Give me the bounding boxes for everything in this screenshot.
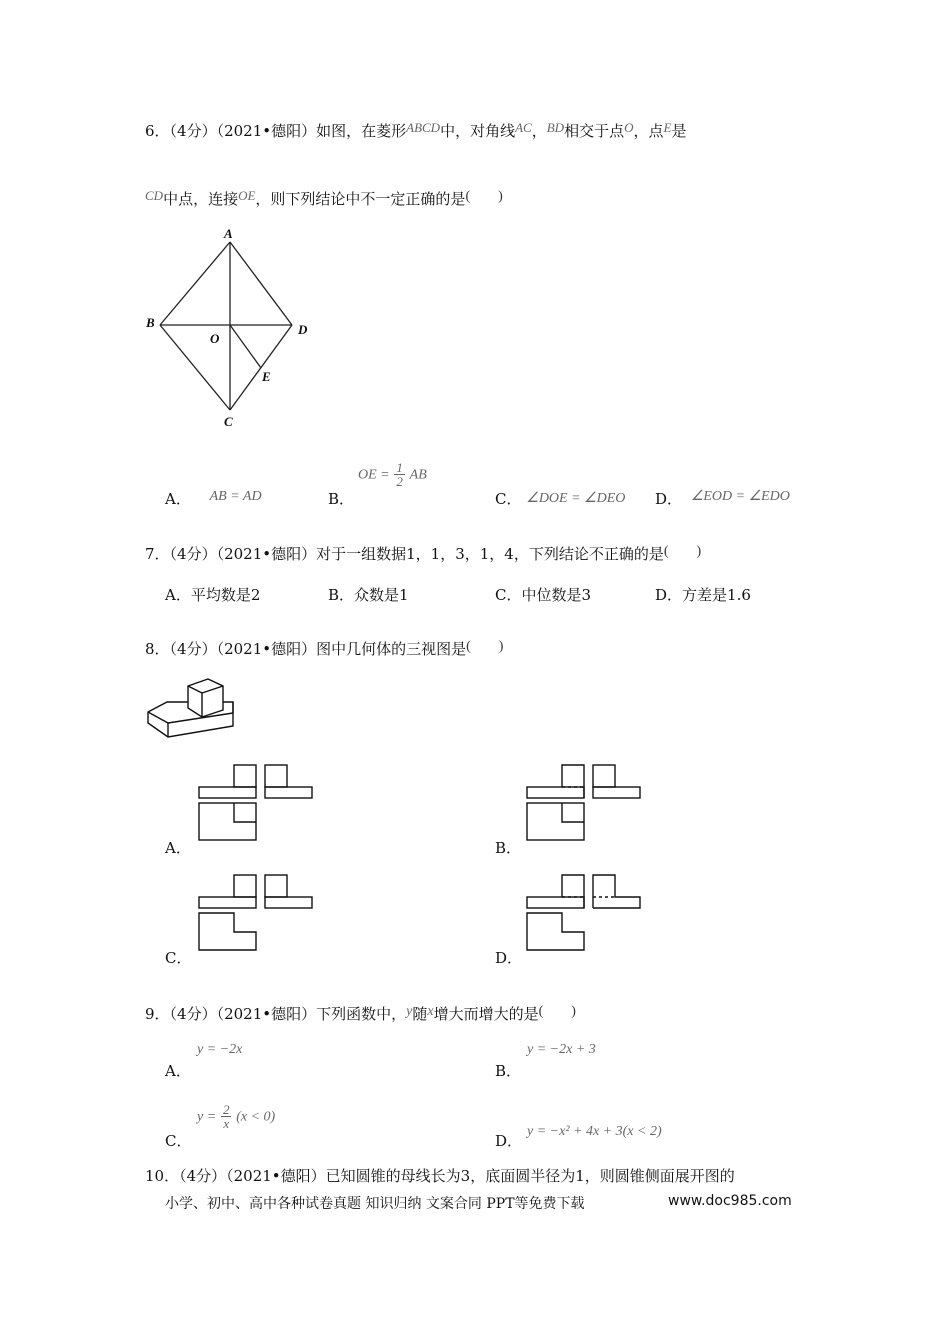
q6-comma: ， [531,122,547,140]
q6-option-b-lhs: OE = [358,467,390,483]
q6-rhombus-figure [140,222,320,432]
q9-stem-text-c: 增大而增大的是 [433,1005,539,1023]
q8-option-b[interactable] [495,837,521,858]
q8-option-b-letter: B． [495,839,522,857]
q6-math-o: O [624,120,634,135]
q9-option-c-frac-num: 2 [222,1102,230,1117]
q8-solid-figure [145,676,240,741]
q9-option-b[interactable] [495,1060,521,1081]
q6-option-b-frac-den: 2 [396,474,403,489]
q7-option-c-letter: C． [495,586,522,604]
q6-option-a-letter: A． [165,490,191,508]
q6-answer-paren: ( ) [465,189,503,204]
q6-label-c: C [224,414,233,429]
q6-stem-text: 6．（4分）（2021•德阳）如图，在菱形 [145,122,407,140]
q6-math-oe: OE [238,188,256,203]
q6-label-b: B [146,315,155,330]
q6-option-b-expr [358,461,427,488]
q7-option-a-letter: A． [165,586,191,604]
q6-label-e: E [262,369,271,384]
q9-option-b-letter: B． [495,1062,522,1080]
q6-label-d: D [298,322,308,337]
q9-stem-text-b: 随 [412,1005,428,1023]
q9-stem-text-a: 9．（4分）（2021•德阳）下列函数中， [145,1005,407,1023]
q7-option-d-letter: D． [655,586,683,604]
q6-math-ac: AC [515,120,532,135]
q6-side-bc [160,325,230,410]
q9-option-a-letter: A． [165,1062,191,1080]
q7-answer-paren: ( ) [663,544,702,559]
q8-option-a[interactable] [165,837,191,858]
q6-stem-text-b: 中，对角线 [440,122,516,140]
q6-option-b-fraction [394,461,405,488]
q6-option-b-rhs: AB [409,467,427,483]
q6-option-b[interactable] [328,488,354,509]
q7-option-c[interactable] [495,584,591,605]
q7-stem-text: 7．（4分）（2021•德阳）对于一组数据1，1，3，1，4，下列结论不正确的是 [145,545,664,563]
q6-option-d[interactable] [655,488,790,509]
q10-stem [145,1165,735,1186]
q6-math-cd: CD [145,188,164,203]
q6-math-e: E [663,120,672,135]
q7-stem [145,540,701,564]
q8-option-a-letter: A． [165,839,191,857]
q7-option-a[interactable] [165,584,260,605]
q6-stem-text-g: ，则下列结论中不一定正确的是 [255,190,466,208]
q6-label-a: A [224,226,233,241]
q9-answer-paren: ( ) [538,1004,576,1019]
footer-text: 小学、初中、高中各种试卷真题 知识归纳 文案合同 PPT等免费下载 [165,1196,585,1212]
q8-option-d-letter: D． [495,949,523,967]
q8-option-c[interactable] [165,947,191,968]
q9-option-c-expr [197,1103,275,1130]
q6-stem-text-c: 相交于点 [564,122,625,140]
q6-stem-line1 [145,120,686,141]
q6-option-c-letter: C． [495,490,522,508]
q6-option-b-frac-num: 1 [396,460,403,475]
q8-option-d-views [524,872,644,952]
q8-answer-paren: ( ) [466,639,504,654]
q8-option-a-views [196,762,316,842]
q9-option-d-letter: D． [495,1132,523,1150]
q6-segment-oe [230,325,261,368]
q6-option-a-expr: AB = AD [209,489,262,504]
q8-stem [145,635,503,659]
q7-option-b-letter: B． [328,586,355,604]
q8-option-d[interactable] [495,947,522,968]
q6-stem-text-e: 是 [671,122,687,140]
q9-option-b-expr: y = −2x + 3 [527,1042,596,1057]
q9-option-a-expr: y = −2x [197,1042,243,1057]
q7-option-a-text: 平均数是2 [190,586,261,604]
q9-math-y: y [406,1004,413,1019]
q9-option-c-letter: C． [165,1132,192,1150]
q9-option-c-fraction [221,1103,232,1130]
q7-option-d-text: 方差是1.6 [682,586,751,604]
q6-option-c[interactable] [495,488,625,509]
q9-option-c-rhs: (x < 0) [236,1109,276,1125]
q7-option-c-text: 中位数是3 [521,586,592,604]
q6-option-c-expr: ∠DOE = ∠DEO [526,491,626,506]
q9-option-d-expr: y = −x² + 4x + 3(x < 2) [527,1124,662,1139]
q8-stem-text: 8．（4分）（2021•德阳）图中几何体的三视图是 [145,640,467,658]
q6-option-a[interactable] [165,488,262,509]
q9-option-c[interactable] [165,1130,191,1151]
q6-option-d-expr: ∠EOD = ∠EDO [690,489,790,504]
q9-option-d[interactable] [495,1130,522,1151]
q9-math-x: x [427,1004,434,1019]
footer-url[interactable]: www.doc985.com [668,1193,792,1209]
q6-label-o: O [210,331,220,346]
q9-option-a[interactable] [165,1060,191,1081]
q6-option-d-letter: D． [655,490,683,508]
q8-option-c-letter: C． [165,949,192,967]
q6-math-bd: BD [546,120,565,135]
q6-math-abcd: ABCD [406,120,441,135]
q9-option-c-lhs: y = [197,1109,217,1125]
q6-side-ad [230,242,292,325]
q8-option-b-views [524,762,644,842]
q7-option-b-text: 众数是1 [354,586,409,604]
q6-stem-text-f: 中点，连接 [163,190,239,208]
q9-option-c-frac-den: x [223,1116,230,1131]
q7-option-d[interactable] [655,584,751,605]
q8-option-c-views [196,872,316,952]
q7-option-b[interactable] [328,584,409,605]
q6-stem-line2 [145,185,503,209]
q6-stem-text-d: ，点 [633,122,664,140]
q6-option-b-letter: B． [328,490,355,508]
q9-stem [145,1000,576,1024]
q6-side-ab [160,242,230,325]
q10-stem-text: 10．（4分）（2021•德阳）已知圆锥的母线长为3，底面圆半径为1，则圆锥侧面展开图的 [145,1167,735,1185]
